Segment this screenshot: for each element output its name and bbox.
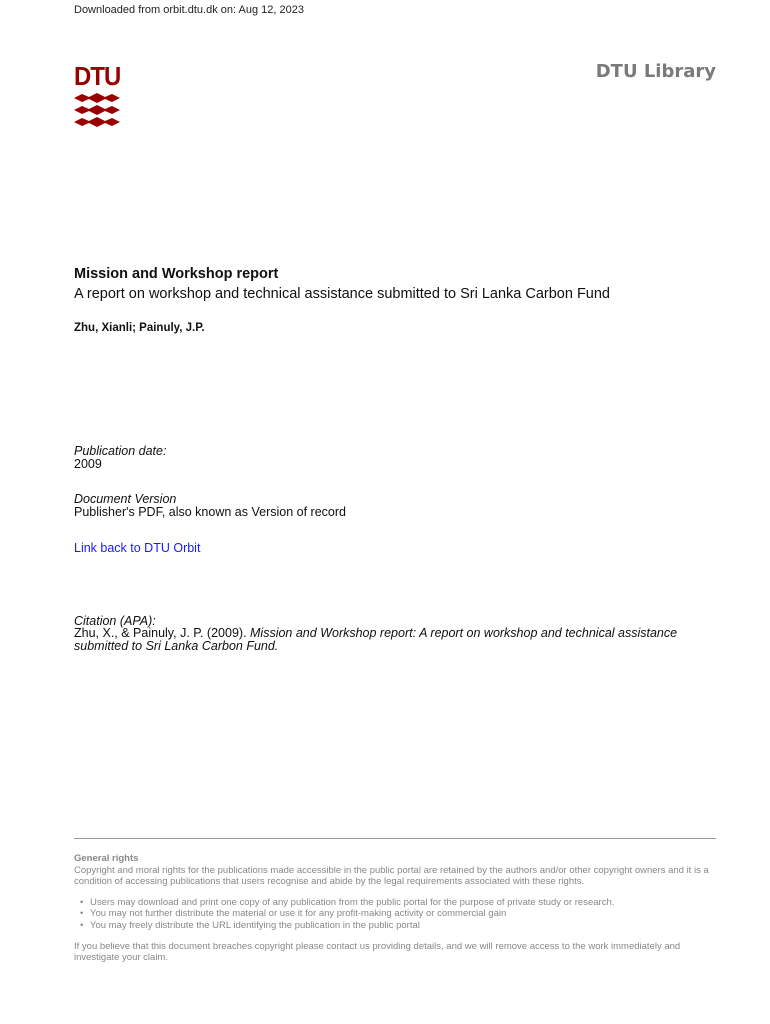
citation-label: Citation (APA): <box>74 614 156 628</box>
list-item: • You may freely distribute the URL identifying the publication in the public portal <box>80 919 420 931</box>
general-rights-heading: General rights <box>74 853 139 864</box>
authors: Zhu, Xianli; Painuly, J.P. <box>74 322 205 334</box>
citation-italic: Mission and Workshop report: A report on workshop and technical assistance submitted to Sri Lanka Carbon Fund. <box>74 626 678 653</box>
download-note: Downloaded from orbit.dtu.dk on: Aug 12, 2023 <box>74 4 304 16</box>
list-item: • Users may download and print one copy of any publication from the public portal for the purpose of private study or research. <box>80 896 615 908</box>
document-subtitle: A report on workshop and technical assistance submitted to Sri Lanka Carbon Fund <box>74 286 610 302</box>
publication-date-value: 2009 <box>74 457 102 471</box>
citation-text <box>74 627 724 653</box>
rights-list <box>74 897 724 932</box>
dtu-logo-mark-icon <box>74 93 120 127</box>
publication-date-label: Publication date: <box>74 444 167 458</box>
dtu-orbit-link[interactable]: Link back to DTU Orbit <box>74 541 201 555</box>
general-rights <box>74 853 724 964</box>
list-item: • You may not further distribute the material or use it for any profit-making activity or commercial gain <box>80 908 507 920</box>
citation-plain: Zhu, X., & Painuly, J. P. (2009). <box>74 626 251 640</box>
dtu-logo <box>74 63 120 127</box>
document-title: Mission and Workshop report <box>74 266 279 282</box>
bullet-icon: • <box>80 896 84 908</box>
dtu-library-label: DTU Library <box>595 61 716 82</box>
dtu-logo-text: DTU <box>74 61 121 91</box>
document-version-label: Document Version <box>74 492 177 506</box>
bullet-icon: • <box>80 919 84 931</box>
footer-divider <box>74 838 716 839</box>
bullet-icon: • <box>80 908 84 920</box>
general-rights-closing: If you believe that this document breaches copyright please contact us providing details, and we will remove access to the work immediately and investigate your claim. <box>74 940 681 964</box>
general-rights-intro: Copyright and moral rights for the publications made accessible in the public portal are retained by the authors and/or other copyright owners and it is a condition of accessing publications that users recognise and abide by the legal requirements associated with these rights. <box>74 864 709 888</box>
document-version-value: Publisher's PDF, also known as Version of record <box>74 505 346 519</box>
